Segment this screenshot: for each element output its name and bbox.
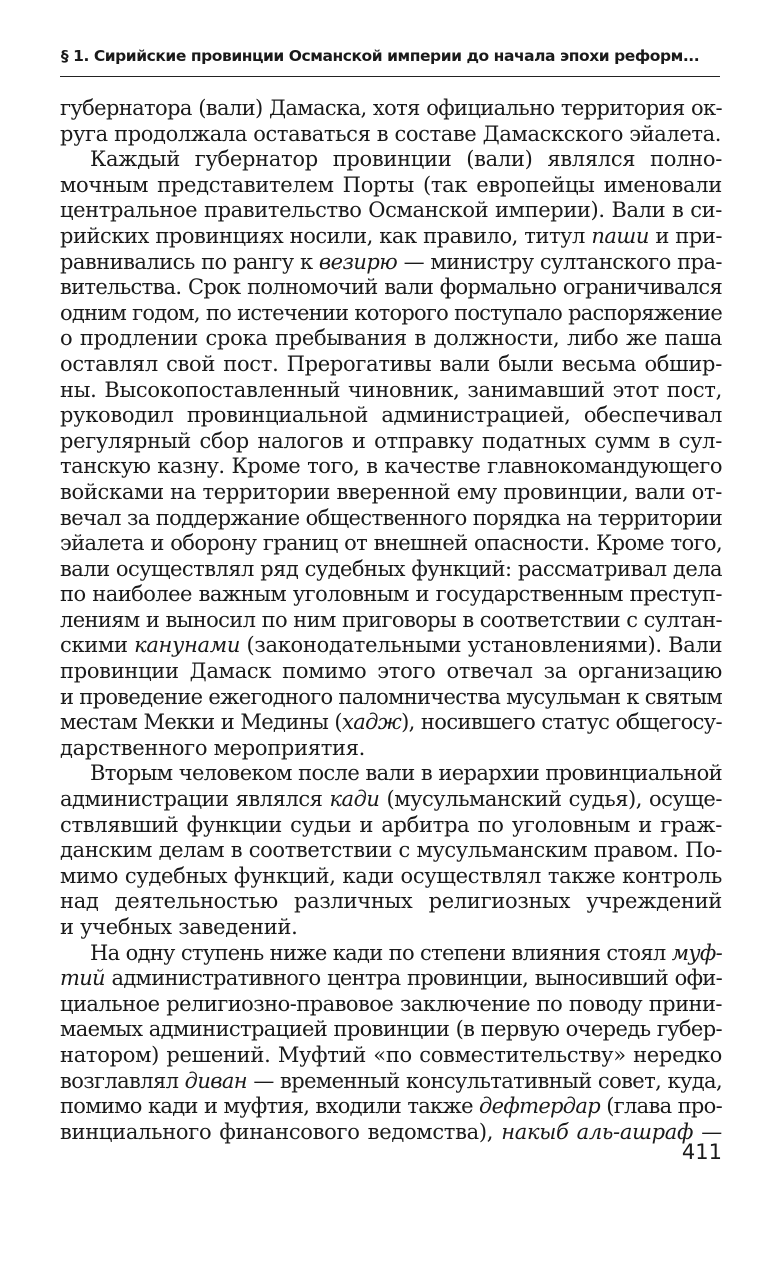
text-line: тий административного центра провинции, выносивший офи-	[60, 966, 722, 991]
italic-term: кади	[329, 787, 380, 812]
text-line: местам Мекки и Медины (хадж), носившего статус общегосу-	[60, 710, 723, 735]
italic-term: муф-	[671, 940, 722, 965]
text-line: лениям и выносил по ним приговоры в соответствии с султан-	[60, 607, 722, 632]
text-line: рийских провинциях носили, как правило, титул паши и при-	[60, 223, 723, 248]
italic-term: дефтердар	[479, 1094, 600, 1119]
text-line: Вторым человеком после вали в иерархии провинциальной	[90, 761, 722, 786]
text-line: центральное правительство Османской империи). Вали в си-	[60, 198, 722, 223]
text-line: руга продолжала оставаться в составе Дамаскского эйалета.	[60, 121, 722, 146]
header-rule	[60, 76, 720, 77]
text-line: натором) решений. Муфтий «по совместительству» нередко	[60, 1042, 722, 1067]
text-line: равнивались по рангу к везирю — министру султанского пра-	[60, 249, 722, 274]
text-line: вительства. Срок полномочий вали формально ограничивался	[60, 275, 722, 300]
italic-term: паши	[591, 223, 649, 248]
text-line: возглавлял диван — временный консультативный совет, куда,	[60, 1068, 722, 1093]
text-line: маемых администрацией провинции (в первую очередь губер-	[60, 1017, 722, 1042]
italic-term: накыб аль-ашраф	[501, 1119, 694, 1144]
italic-term: канунами	[134, 633, 241, 658]
text-line: циальное религиозно-правовое заключение по поводу прини-	[60, 991, 722, 1016]
text-line: войсками на территории вверенной ему провинции, вали от-	[60, 479, 723, 504]
text-line: по наиболее важным уголовным и государственным преступ-	[60, 582, 722, 607]
text-line: провинции Дамаск помимо этого отвечал за организацию	[60, 659, 722, 684]
text-line: дарственного мероприятия.	[60, 735, 366, 760]
text-line: администрации являлся кади (мусульманский судья), осуще-	[60, 787, 722, 812]
italic-term: диван	[184, 1068, 247, 1093]
page-number: 411	[681, 1140, 722, 1164]
text-line: мочным представителем Порты (так европейцы именовали	[60, 172, 722, 197]
text-line: танскую казну. Кроме того, в качестве главнокомандующего	[60, 454, 722, 479]
text-line: оставлял свой пост. Прерогативы вали были весьма обшир-	[60, 351, 722, 376]
italic-term: хадж	[342, 710, 402, 735]
text-line: винциального финансового ведомства), накыб аль-ашраф —	[60, 1119, 722, 1144]
text-line: вечал за поддержание общественного порядка на территории	[60, 505, 723, 530]
italic-term: тий	[60, 966, 105, 991]
text-line: данским делам в соответствии с мусульманским правом. По-	[60, 838, 722, 863]
text-line: ны. Высокопоставленный чиновник, занимавший этот пост,	[60, 377, 722, 402]
text-line: вали осуществлял ряд судебных функций: рассматривал дела	[60, 556, 722, 581]
text-line: руководил провинциальной администрацией, обеспечивал	[60, 403, 722, 428]
text-line: и учебных заведений.	[60, 915, 298, 939]
italic-term: везирю	[318, 249, 398, 274]
text-line: скими канунами (законодательными установлениями). Вали	[60, 633, 723, 658]
text-line: эйалета и оборону границ от внешней опасности. Кроме того,	[60, 531, 722, 556]
text-line: над деятельностью различных религиозных учреждений	[60, 889, 722, 914]
text-line: Каждый губернатор провинции (вали) являлся полно-	[90, 147, 722, 172]
text-line: одним годом, по истечении которого поступало распоряжение	[60, 300, 722, 325]
running-head: § 1. Сирийские провинции Османской империи до начала эпохи реформ...	[60, 47, 700, 65]
text-line: губернатора (вали) Дамаска, хотя официально территория ок-	[60, 96, 722, 120]
text-line: помимо кади и муфтия, входили также дефтердар (глава про-	[60, 1094, 722, 1119]
text-line: мимо судебных функций, кади осуществлял также контроль	[60, 863, 722, 888]
text-line: ствлявший функции судьи и арбитра по уголовным и граж-	[60, 812, 722, 837]
text-line: и проведение ежегодного паломничества мусульман к святым	[60, 684, 722, 709]
text-line: регулярный сбор налогов и отправку податных сумм в сул-	[60, 428, 722, 453]
body-text	[60, 96, 722, 1145]
text-line: На одну ступень ниже кади по степени влияния стоял муф-	[90, 940, 722, 965]
text-line: о продлении срока пребывания в должности, либо же паша	[60, 326, 722, 351]
